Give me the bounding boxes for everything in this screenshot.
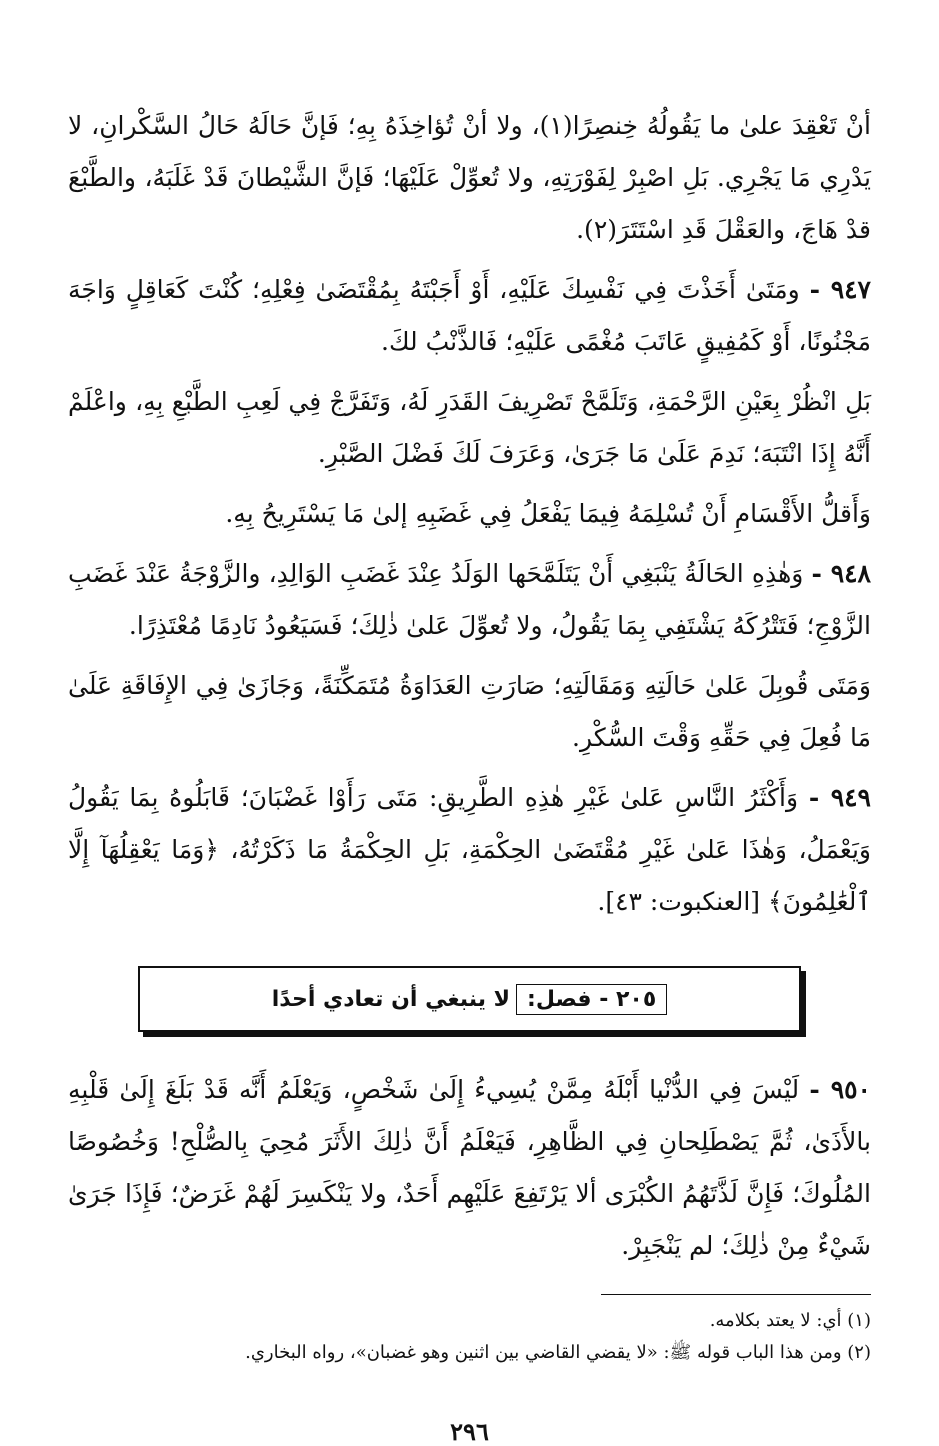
paragraph-text: وَأَقلُّ الأَقْسَامِ أَنْ تُسْلِمَهُ فِيمَا يَفْعَلُ فِي غَضَبِهِ إلىٰ مَا يَسْتَرِيحُ بِهِ. xyxy=(225,499,871,528)
footnote-2: (٢) ومن هذا الباب قوله ﷺ: «لا يقضي القاضي بين اثنين وهو غضبان»، رواه البخاري. xyxy=(245,1342,871,1363)
footnote-1: (١) أي: لا يعتد بكلامه. xyxy=(709,1310,871,1331)
paragraph-949 xyxy=(68,772,871,928)
paragraph-948 xyxy=(68,548,871,652)
paragraph-947 xyxy=(68,264,871,368)
page-number: ٢٩٦ xyxy=(450,1417,489,1446)
paragraph xyxy=(68,376,871,480)
paragraph-number: ٩٤٨ - xyxy=(811,559,871,588)
paragraph-number: ٩٥٠ - xyxy=(809,1075,871,1104)
section-heading xyxy=(272,984,668,1015)
paragraph-continuation xyxy=(68,100,871,256)
paragraph-text: وَمَتَى قُوبِلَ عَلىٰ حَالَتِهِ وَمَقَالَتِهِ؛ صَارَتِ العَدَاوَةُ مُتَمَكِّنَةً، وَجَازَىٰ فِي الإِفَاقَةِ عَلَىٰ مَا فُعِلَ فِي حَقِّهِ وَقْتَ السُّكْرِ. xyxy=(68,671,871,752)
paragraph-text: بَلِ انْظُرْ بِعَيْنِ الرَّحْمَةِ، وَتَلَمَّحْ تَصْرِيفَ القَدَرِ لَهُ، وَتَفَرَّجْ فِي لَعِبِ الطَّبْعِ بِهِ، واعْلَمْ أَنَّهُ إِذَا انْتَبَهَ؛ نَدِمَ عَلَىٰ مَا جَرَىٰ، وَعَرَفَ لَكَ فَضْلَ الصَّبْرِ. xyxy=(68,387,872,468)
footnote-divider xyxy=(601,1294,871,1295)
paragraph xyxy=(68,488,871,540)
paragraph xyxy=(68,660,871,764)
paragraph-text: أنْ تَعْقِدَ علىٰ ما يَقُولُهُ خِنصِرًا(١)، ولا أنْ تُؤاخِذَهُ بِهِ؛ فَإنَّ حَالَهُ حَالُ السَّكْرانِ، لا يَدْرِي مَا يَجْرِي. بَلِ اصْبِرْ لِفَوْرَتِهِ، ولا تُعوِّلْ عَلَيْهَا؛ فَإنَّ الشَّيْطانَ قَدْ غَلَبَهُ، والطَّبْعَ قدْ هَاجَ، والعَقْلَ قَدِ اسْتَتَرَ(٢). xyxy=(68,111,871,244)
paragraph-950 xyxy=(68,1064,871,1272)
paragraph-number: ٩٤٧ - xyxy=(809,275,871,304)
paragraph-text: لَيْسَ فِي الدُّنْيا أَبْلَهُ مِمَّنْ يُسِيءُ إِلَىٰ شَخْصٍ، وَيَعْلَمُ أَنَّه قَدْ بَلَغَ إِلَىٰ قَلْبِهِ بالأَذَىٰ، ثُمَّ يَصْطَلِحانِ فِي الظَّاهِرِ، فَيَعْلَمُ أَنَّ ذٰلِكَ الأَثَرَ مُحِيَ بِالصُّلْحِ! وَخُصُوصًا المُلُوكَ؛ فَإِنَّ لَذَّتَهُمُ الكُبْرَى ألا يَرْتَفِعَ عَلَيْهِم أَحَدٌ، ولا يَنْكَسِرَ لَهُمْ غَرَضٌ؛ فَإِذَا جَرَىٰ شَيْءٌ مِنْ ذٰلِكَ؛ لم يَنْجَبِرْ. xyxy=(68,1075,871,1260)
section-title: لا ينبغي أن تعادي أحدًا xyxy=(271,986,511,1012)
section-label: ٢٠٥ - فصل: xyxy=(516,984,667,1015)
paragraph-text: وَأَكْثَرُ النَّاسِ عَلىٰ غَيْرِ هٰذِهِ الطَّرِيقِ: مَتَى رَأَوْا غَضْبَانَ؛ قَابَلُوهُ بِمَا يَقُولُ وَيَعْمَلُ، وَهٰذَا عَلىٰ غَيْرِ مُقْتَضَىٰ الحِكْمَةِ، بَلِ الحِكْمَةُ مَا ذَكَرْتُهُ، ﴿وَمَا يَعْقِلُهَآ إِلَّا ٱلْعَٰلِمُونَ﴾ [العنكبوت: ٤٣]. xyxy=(68,783,871,916)
section-heading-box xyxy=(138,966,801,1032)
paragraph-number: ٩٤٩ - xyxy=(808,783,871,812)
book-page xyxy=(68,100,871,1446)
paragraph-text: وَهٰذِهِ الحَالَةُ يَنْبَغِي أَنْ يَتَلَمَّحَها الوَلَدُ عِنْدَ غَضَبِ الوَالِدِ، والزَّوْجَةُ عَنْدَ غَضَبِ الزَّوْجِ؛ فَتَتْرُكَهُ يَشْتَفِي بِمَا يَقُولُ، ولا تُعوِّلَ عَلىٰ ذٰلِكَ؛ فَسَيَعُودُ نَادِمًا مُعْتَذِرًا. xyxy=(68,559,871,640)
paragraph-text: ومَتَىٰ أَخَذْتَ فِي نَفْسِكَ عَلَيْهِ، أَوْ أَجَبْتَهُ بِمُقْتَضَىٰ فِعْلِهِ؛ كُنْتَ كَعَاقِلٍ وَاجَهَ مَجْنُونًا، أَوْ كَمُفِيقٍ عَاتَبَ مُغْمًى عَلَيْهِ؛ فَالذَّنْبُ لكَ. xyxy=(68,275,871,356)
